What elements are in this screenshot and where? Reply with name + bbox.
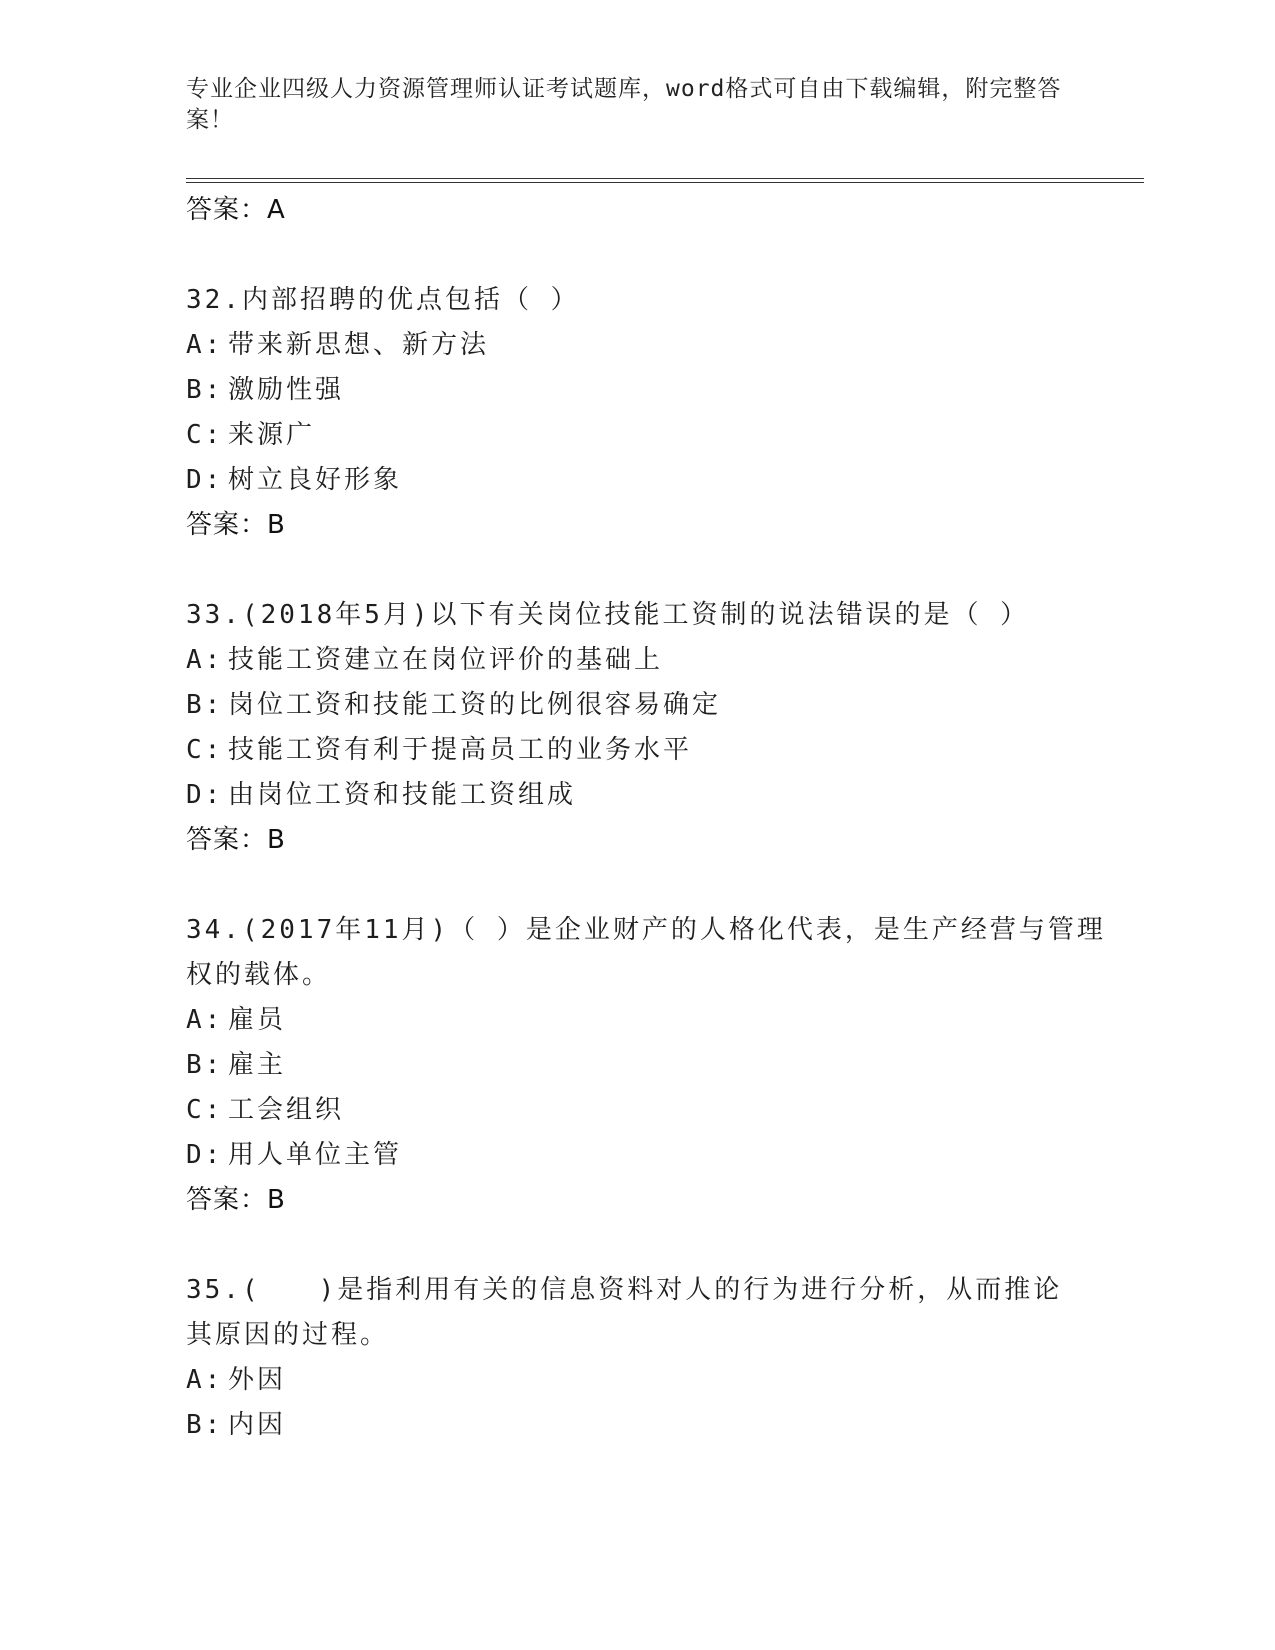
option-text: 雇员: [228, 1005, 287, 1035]
option-b: [186, 1403, 1086, 1448]
option-c: [186, 728, 1086, 773]
option-a: [186, 638, 1086, 683]
option-label: A:: [186, 1365, 224, 1395]
answer-31: 答案：A: [186, 195, 286, 225]
option-label: C:: [186, 1095, 224, 1125]
option-label: B:: [186, 1410, 224, 1440]
option-text: 雇主: [228, 1050, 287, 1080]
question-stem: 32.内部招聘的优点包括（ ）: [186, 285, 580, 315]
option-b: [186, 683, 1086, 728]
header-divider: [186, 178, 1144, 179]
option-label: A:: [186, 330, 224, 360]
option-label: C:: [186, 735, 224, 765]
option-text: 树立良好形象: [228, 465, 403, 495]
option-d: [186, 1133, 1086, 1178]
option-b: [186, 1043, 1086, 1088]
option-text: 内因: [228, 1410, 287, 1440]
option-text: 激励性强: [228, 375, 345, 405]
option-label: A:: [186, 1005, 224, 1035]
option-text: 来源广: [228, 420, 316, 450]
option-label: B:: [186, 690, 224, 720]
option-text: 由岗位工资和技能工资组成: [228, 780, 577, 810]
question-stem: 33.(2018年5月)以下有关岗位技能工资制的说法错误的是（ ）: [186, 600, 1030, 630]
question-33: [186, 593, 1086, 863]
question-32: [186, 278, 1086, 548]
question-34: [186, 908, 1106, 1223]
option-label: B:: [186, 1050, 224, 1080]
option-label: B:: [186, 375, 224, 405]
option-text: 带来新思想、新方法: [228, 330, 490, 360]
answer-33: 答案：B: [186, 825, 286, 855]
answer-34: 答案：B: [186, 1185, 286, 1215]
answer-32: 答案：B: [186, 510, 286, 540]
question-stem-line1: 34.(2017年11月)（ ）是企业财产的人格化代表，是生产经营与管理: [186, 915, 1106, 945]
option-a: [186, 1358, 1086, 1403]
question-stem-line2: 权的载体。: [186, 960, 332, 990]
option-text: 技能工资建立在岗位评价的基础上: [228, 645, 664, 675]
option-text: 技能工资有利于提高员工的业务水平: [228, 735, 693, 765]
option-text: 岗位工资和技能工资的比例很容易确定: [228, 690, 722, 720]
option-label: C:: [186, 420, 224, 450]
option-text: 外因: [228, 1365, 287, 1395]
option-label: D:: [186, 1140, 224, 1170]
question-stem-line2: 其原因的过程。: [186, 1320, 390, 1350]
question-list: [186, 188, 1106, 1448]
option-b: [186, 368, 1086, 413]
option-text: 工会组织: [228, 1095, 345, 1125]
header-text: 专业企业四级人力资源管理师认证考试题库，word格式可自由下载编辑，附完整答案！: [186, 76, 1062, 133]
option-d: [186, 773, 1086, 818]
option-label: D:: [186, 780, 224, 810]
option-label: D:: [186, 465, 224, 495]
option-a: [186, 998, 1086, 1043]
question-35: [186, 1268, 1086, 1448]
question-stem-line1: 35.( )是指利用有关的信息资料对人的行为进行分析，从而推论: [186, 1275, 1063, 1305]
option-a: [186, 323, 1086, 368]
option-text: 用人单位主管: [228, 1140, 403, 1170]
option-d: [186, 458, 1086, 503]
option-c: [186, 1088, 1086, 1133]
option-c: [186, 413, 1086, 458]
option-label: A:: [186, 645, 224, 675]
header-divider-thin: [186, 182, 1144, 183]
